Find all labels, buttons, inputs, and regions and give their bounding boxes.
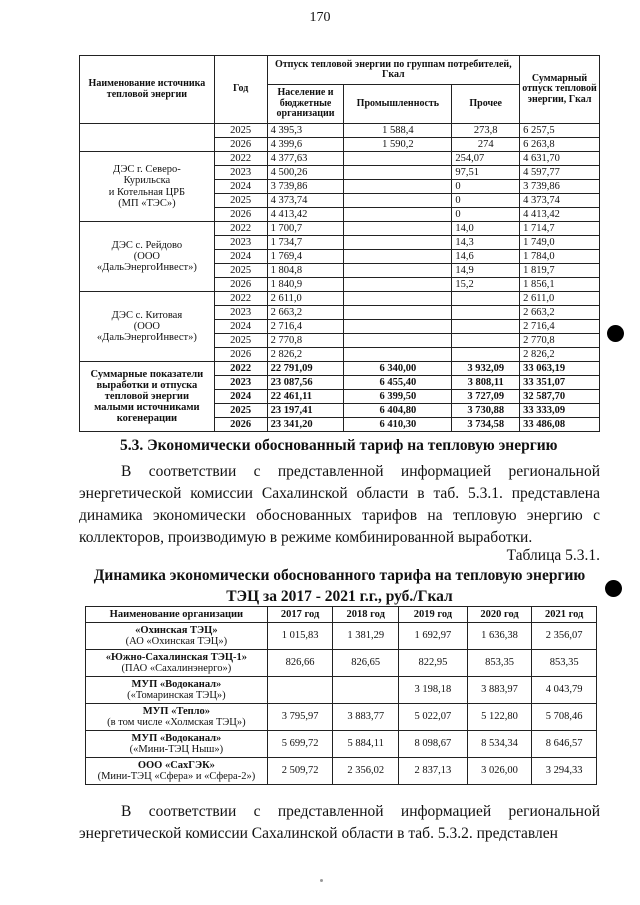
header-population: Население и бюджетные организации <box>267 85 344 124</box>
section-heading: 5.3. Экономически обоснованный тариф на тепловую энергию <box>120 437 558 454</box>
other-cell <box>452 348 520 362</box>
table-row <box>80 222 600 236</box>
org-subname: («Томаринская ТЭЦ») <box>127 690 226 701</box>
table-title-line2: ТЭЦ за 2017 - 2021 г.г., руб./Гкал <box>226 588 453 605</box>
population-cell: 4 373,74 <box>267 194 344 208</box>
total-cell: 33 333,09 <box>520 404 600 418</box>
table-row <box>86 704 597 731</box>
header-year: Год <box>214 56 267 124</box>
industry-cell <box>344 348 452 362</box>
source-cell-empty <box>80 124 215 152</box>
source-name-line: Курильска <box>123 175 171 187</box>
tariff-value-cell: 826,66 <box>267 650 333 677</box>
tariff-value-cell: 5 708,46 <box>532 704 597 731</box>
other-cell: 14,9 <box>452 264 520 278</box>
population-cell: 4 500,26 <box>267 166 344 180</box>
population-cell: 2 663,2 <box>267 306 344 320</box>
year-cell: 2026 <box>214 138 267 152</box>
table-row <box>86 650 597 677</box>
year-cell: 2022 <box>214 222 267 236</box>
table-row <box>80 124 600 138</box>
tariff-value-cell: 1 015,83 <box>267 623 333 650</box>
table-row <box>80 152 600 166</box>
source-name-line: (ООО <box>133 320 161 332</box>
year-cell: 2025 <box>214 124 267 138</box>
org-subname: (в том числе «Холмская ТЭЦ») <box>107 717 246 728</box>
year-cell: 2025 <box>214 264 267 278</box>
source-name-line: и Котельная ЦРБ <box>108 186 186 198</box>
other-cell: 274 <box>452 138 520 152</box>
total-cell: 4 597,77 <box>520 166 600 180</box>
paragraph-1 <box>79 461 600 549</box>
industry-cell: 6 404,80 <box>344 404 452 418</box>
industry-cell <box>344 152 452 166</box>
population-cell: 4 377,63 <box>267 152 344 166</box>
heat-supply-table <box>79 55 600 432</box>
tariff-value-cell: 3 883,77 <box>333 704 399 731</box>
population-cell: 2 716,4 <box>267 320 344 334</box>
total-cell: 1 819,7 <box>520 264 600 278</box>
industry-cell <box>344 334 452 348</box>
header-2020: 2020 год <box>467 607 532 623</box>
tariff-value-cell: 5 884,11 <box>333 731 399 758</box>
page-number: 170 <box>309 10 331 25</box>
other-cell <box>452 320 520 334</box>
org-subname: (АО «Охинская ТЭЦ») <box>125 636 228 647</box>
header-total: Суммарный отпуск тепловой энергии, Гкал <box>520 56 600 124</box>
tariff-value-cell: 5 699,72 <box>267 731 333 758</box>
industry-cell: 6 455,40 <box>344 376 452 390</box>
tariff-value-cell: 8 534,34 <box>467 731 532 758</box>
other-cell <box>452 306 520 320</box>
scan-speck <box>320 879 323 882</box>
org-name: «Южно-Сахалинская ТЭЦ-1» <box>105 651 248 663</box>
total-cell: 2 826,2 <box>520 348 600 362</box>
other-cell: 3 734,58 <box>452 418 520 432</box>
other-cell: 254,07 <box>452 152 520 166</box>
year-cell: 2024 <box>214 250 267 264</box>
tariff-value-cell <box>333 677 399 704</box>
year-cell: 2022 <box>214 292 267 306</box>
year-cell: 2025 <box>214 334 267 348</box>
population-cell: 1 769,4 <box>267 250 344 264</box>
source-name-line: (ООО <box>133 250 161 262</box>
total-cell: 1 784,0 <box>520 250 600 264</box>
total-cell: 32 587,70 <box>520 390 600 404</box>
table-caption: Таблица 5.3.1. <box>506 547 600 564</box>
industry-cell <box>344 250 452 264</box>
table-title <box>79 565 600 607</box>
tariff-value-cell: 853,35 <box>532 650 597 677</box>
population-cell: 2 611,0 <box>267 292 344 306</box>
header-org: Наименование организации <box>86 607 268 623</box>
header-2018: 2018 год <box>333 607 399 623</box>
table-row <box>86 731 597 758</box>
paragraph-2 <box>79 801 600 845</box>
table-row <box>86 758 597 785</box>
year-cell: 2023 <box>214 236 267 250</box>
year-cell: 2022 <box>214 152 267 166</box>
punch-hole-dot <box>605 580 622 597</box>
tariff-value-cell: 2 837,13 <box>399 758 468 785</box>
tariff-value-cell: 5 122,80 <box>467 704 532 731</box>
header-group: Отпуск тепловой энергии по группам потребителей, Гкал <box>267 56 520 85</box>
header-2021: 2021 год <box>532 607 597 623</box>
industry-cell <box>344 208 452 222</box>
source-name-line: Суммарные показатели <box>90 368 204 380</box>
year-cell: 2023 <box>214 376 267 390</box>
population-cell: 1 804,8 <box>267 264 344 278</box>
year-cell: 2026 <box>214 208 267 222</box>
table-row <box>80 292 600 306</box>
paragraph-1-line1: В соответствии с представленной информацией региональной <box>121 463 600 480</box>
population-cell: 23 087,56 <box>267 376 344 390</box>
industry-cell: 6 410,30 <box>344 418 452 432</box>
industry-cell <box>344 320 452 334</box>
source-name-cell <box>80 362 215 432</box>
total-cell: 2 716,4 <box>520 320 600 334</box>
tariff-value-cell: 8 646,57 <box>532 731 597 758</box>
year-cell: 2023 <box>214 166 267 180</box>
source-name-line: ДЭС с. Китовая <box>111 309 183 321</box>
tariff-value-cell: 5 022,07 <box>399 704 468 731</box>
other-cell: 14,0 <box>452 222 520 236</box>
source-name-line: когенерации <box>116 413 178 425</box>
industry-cell <box>344 166 452 180</box>
other-cell <box>452 292 520 306</box>
org-name: МУП «Водоканал» <box>131 732 222 744</box>
year-cell: 2024 <box>214 320 267 334</box>
tariff-value-cell: 2 509,72 <box>267 758 333 785</box>
total-cell: 1 749,0 <box>520 236 600 250</box>
population-cell: 4 399,6 <box>267 138 344 152</box>
header-industry: Промышленность <box>344 85 452 124</box>
total-cell: 33 486,08 <box>520 418 600 432</box>
total-cell: 4 373,74 <box>520 194 600 208</box>
org-name-cell <box>86 677 268 704</box>
source-name-line: (МП «ТЭС») <box>118 197 176 209</box>
paragraph-1-rest: энергетической комиссии Сахалинской области в таб. 5.3.1. представлена динамика экономически обоснованных тарифов на тепловую энергию с коллекторов, производимую в режиме комбинированной выработки. <box>79 485 600 546</box>
tariff-value-cell: 8 098,67 <box>399 731 468 758</box>
table-header-row <box>80 56 600 85</box>
source-name-line: ДЭС с. Рейдово <box>111 239 183 251</box>
org-subname: («Мини-ТЭЦ Ныш») <box>129 744 224 755</box>
other-cell: 3 730,88 <box>452 404 520 418</box>
org-name: МУП «Тепло» <box>142 705 211 717</box>
tariff-value-cell: 1 381,29 <box>333 623 399 650</box>
total-cell: 6 257,5 <box>520 124 600 138</box>
table-row <box>86 677 597 704</box>
tariff-table <box>85 606 597 785</box>
total-cell: 3 739,86 <box>520 180 600 194</box>
year-cell: 2025 <box>214 404 267 418</box>
industry-cell: 6 399,50 <box>344 390 452 404</box>
org-name-cell <box>86 650 268 677</box>
year-cell: 2026 <box>214 348 267 362</box>
header-source: Наименование источника тепловой энергии <box>80 56 215 124</box>
industry-cell: 1 590,2 <box>344 138 452 152</box>
tariff-value-cell: 2 356,07 <box>532 623 597 650</box>
other-cell: 273,8 <box>452 124 520 138</box>
year-cell: 2025 <box>214 194 267 208</box>
source-name-line: малыми источниками <box>94 402 200 413</box>
org-subname: (Мини-ТЭЦ «Сфера» и «Сфера-2») <box>97 771 256 782</box>
population-cell: 22 461,11 <box>267 390 344 404</box>
total-cell: 1 714,7 <box>520 222 600 236</box>
org-name-cell <box>86 704 268 731</box>
year-cell: 2024 <box>214 390 267 404</box>
population-cell: 3 739,86 <box>267 180 344 194</box>
population-cell: 23 341,20 <box>267 418 344 432</box>
population-cell: 2 770,8 <box>267 334 344 348</box>
tariff-value-cell: 3 795,97 <box>267 704 333 731</box>
other-cell: 3 932,09 <box>452 362 520 376</box>
tariff-value-cell <box>267 677 333 704</box>
year-cell: 2022 <box>214 362 267 376</box>
industry-cell <box>344 222 452 236</box>
population-cell: 23 197,41 <box>267 404 344 418</box>
other-cell: 0 <box>452 208 520 222</box>
source-name-line: ДЭС г. Северо- <box>113 164 181 176</box>
tariff-value-cell: 3 883,97 <box>467 677 532 704</box>
source-name-line: выработки и отпуска <box>96 379 198 391</box>
org-name: МУП «Водоканал» <box>131 678 222 690</box>
header-2017: 2017 год <box>267 607 333 623</box>
org-name-cell <box>86 731 268 758</box>
population-cell: 2 826,2 <box>267 348 344 362</box>
total-cell: 4 631,70 <box>520 152 600 166</box>
paragraph-2-line1: В соответствии с представленной информацией региональной <box>121 803 600 820</box>
table-row <box>86 623 597 650</box>
total-cell: 33 063,19 <box>520 362 600 376</box>
other-cell: 0 <box>452 194 520 208</box>
org-name-cell <box>86 758 268 785</box>
industry-cell <box>344 264 452 278</box>
other-cell: 14,3 <box>452 236 520 250</box>
tariff-value-cell: 3 294,33 <box>532 758 597 785</box>
total-cell: 2 770,8 <box>520 334 600 348</box>
tariff-value-cell: 822,95 <box>399 650 468 677</box>
total-cell: 1 856,1 <box>520 278 600 292</box>
year-cell: 2024 <box>214 180 267 194</box>
tariff-value-cell: 1 692,97 <box>399 623 468 650</box>
tariff-value-cell: 3 026,00 <box>467 758 532 785</box>
total-cell: 6 263,8 <box>520 138 600 152</box>
industry-cell <box>344 180 452 194</box>
paragraph-2-rest: энергетической комиссии Сахалинской области в таб. 5.3.2. представлен <box>79 825 558 842</box>
industry-cell <box>344 278 452 292</box>
header-other: Прочее <box>452 85 520 124</box>
tariff-value-cell: 4 043,79 <box>532 677 597 704</box>
org-name-cell <box>86 623 268 650</box>
year-cell: 2026 <box>214 418 267 432</box>
source-name-line: «ДальЭнергоИнвест») <box>96 262 197 273</box>
industry-cell <box>344 306 452 320</box>
punch-hole-dot <box>607 325 624 342</box>
other-cell: 15,2 <box>452 278 520 292</box>
other-cell: 3 727,09 <box>452 390 520 404</box>
other-cell: 14,6 <box>452 250 520 264</box>
population-cell: 1 700,7 <box>267 222 344 236</box>
population-cell: 4 395,3 <box>267 124 344 138</box>
population-cell: 4 413,42 <box>267 208 344 222</box>
org-name: ООО «СахГЭК» <box>137 759 215 771</box>
tariff-value-cell: 1 636,38 <box>467 623 532 650</box>
total-cell: 33 351,07 <box>520 376 600 390</box>
source-name-line: тепловой энергии <box>104 390 189 402</box>
source-name-cell <box>80 222 215 292</box>
population-cell: 1 840,9 <box>267 278 344 292</box>
source-name-cell <box>80 292 215 362</box>
source-name-line: «ДальЭнергоИнвест») <box>96 332 197 343</box>
other-cell: 97,51 <box>452 166 520 180</box>
total-cell: 2 611,0 <box>520 292 600 306</box>
header-2019: 2019 год <box>399 607 468 623</box>
table-row <box>80 362 600 376</box>
other-cell <box>452 334 520 348</box>
population-cell: 1 734,7 <box>267 236 344 250</box>
tariff-value-cell: 2 356,02 <box>333 758 399 785</box>
table-header-row <box>86 607 597 623</box>
year-cell: 2026 <box>214 278 267 292</box>
year-cell: 2023 <box>214 306 267 320</box>
industry-cell: 6 340,00 <box>344 362 452 376</box>
industry-cell: 1 588,4 <box>344 124 452 138</box>
org-name: «Охинская ТЭЦ» <box>135 624 218 636</box>
org-subname: (ПАО «Сахалинэнерго») <box>121 663 232 674</box>
tariff-value-cell: 826,65 <box>333 650 399 677</box>
industry-cell <box>344 194 452 208</box>
industry-cell <box>344 292 452 306</box>
tariff-value-cell: 3 198,18 <box>399 677 468 704</box>
population-cell: 22 791,09 <box>267 362 344 376</box>
tariff-value-cell: 853,35 <box>467 650 532 677</box>
total-cell: 4 413,42 <box>520 208 600 222</box>
other-cell: 3 808,11 <box>452 376 520 390</box>
industry-cell <box>344 236 452 250</box>
total-cell: 2 663,2 <box>520 306 600 320</box>
other-cell: 0 <box>452 180 520 194</box>
source-name-cell <box>80 152 215 222</box>
table-title-line1: Динамика экономически обоснованного тарифа на тепловую энергию <box>93 567 586 584</box>
